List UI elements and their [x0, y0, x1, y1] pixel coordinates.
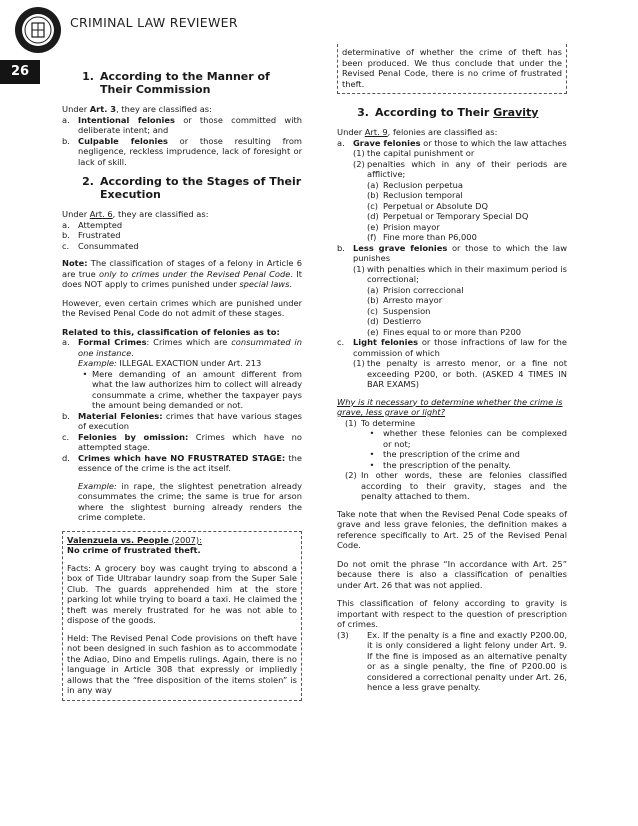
section-3-number: 3. [357, 106, 369, 119]
list-item: (d) Destierro [367, 316, 422, 326]
list-item: d. Crimes which have NO FRUSTRATED STAGE: the essence of the crime is the act itself. [62, 452, 302, 473]
however-paragraph: However, even certain crimes which are punished under the Revised Penal Code do not admit of these stages. [62, 297, 302, 318]
related-title: Related to this, classification of felonies as to: [62, 326, 280, 337]
list-item: b. Material Felonies: crimes that have various stages of execution [62, 410, 302, 431]
page-number-badge: 26 [0, 60, 40, 84]
university-seal-icon [14, 6, 62, 54]
list-item: c. Light felonies or those infractions of law for the commission of which [337, 337, 567, 358]
section-3-title: According to Their Gravity [375, 106, 539, 119]
classification-paragraph: This classification of felony according to gravity is important with respect to the question of prescription of crimes. [337, 598, 567, 629]
do-not-omit-paragraph: Do not omit the phrase “In accordance with Art. 25” because there is also a classification of penalties under Art. 26 that was not applied. [337, 558, 567, 590]
list-item: (1) the capital punishment or [353, 148, 475, 158]
list-item: (a) Reclusion perpetua [367, 179, 463, 190]
list-item: (b) Arresto mayor [367, 295, 443, 305]
bullet-icon: • [369, 449, 375, 459]
list-item: a. Attempted [62, 219, 123, 230]
list-item: (2) penalties which in any of their periods are afflictive; [353, 158, 567, 179]
section-1-intro: Under Art. 3, they are classified as: [62, 104, 212, 114]
list-item: (1) with penalties which in their maximum period is correctional; [353, 263, 567, 284]
note-paragraph: Note: The classification of stages of a felony in Article 6 are true only to crimes under the Revised Penal Code. It does NOT apply to crimes punished under special laws. [62, 258, 302, 289]
list-item: b. Frustrated [62, 230, 121, 240]
list-item: (d) Perpetual or Temporary Special DQ [367, 211, 529, 221]
section-3-intro: Under Art. 9, felonies are classified as: [337, 127, 498, 137]
case-holding-title: No crime of frustrated theft. [67, 545, 201, 555]
case-facts: Facts: A grocery boy was caught trying to abscond a box of Tide Ultrabar laundry soap from the Super Sale Club. The guards apprehended him at the store parking lot while trying to board a taxi. He claimed the theft was merely frustrated for he was not able to dispose of the goods. [67, 562, 297, 625]
list-item: (e) Prision mayor [367, 221, 440, 232]
list-item: a. Intentional felonies or those committed with deliberate intent; and [62, 114, 303, 135]
list-item: (1) the penalty is arresto menor, or a fine not exceeding P200, or both. (ASKED 4 TIMES IN BAR EXAMS) [353, 358, 567, 389]
list-item: (a) Prision correccional [367, 284, 464, 295]
section-2-title: According to the Stages of Their Execution [100, 175, 302, 201]
case-box-continued [337, 44, 567, 94]
left-column [62, 62, 302, 701]
section-1-title: According to the Manner of Their Commission [100, 70, 270, 96]
list-item: a. Formal Crimes: Crimes which are consummated in one instance. [62, 337, 302, 358]
document-header-title: CRIMINAL LAW REVIEWER [70, 15, 238, 30]
case-conclusion: determinative of whether the crime of theft has been produced. We thus conclude that under the Revised Penal Code, there is no crime of frustrated theft. [342, 47, 562, 89]
section-1-heading [62, 70, 302, 96]
bullet-icon: • [369, 428, 375, 438]
list-item: (2) In other words, these are felonies classified according to their gravity, stages and the penalty attached to them. [345, 470, 567, 501]
take-note-paragraph: Take note that when the Revised Penal Code speaks of grave and less grave felonies, the definition makes a reference specifically to Art. 25 of the Revised Penal Code. [337, 508, 567, 550]
list-item: (3) Ex. If the penalty is a fine and exactly P200.00, it is only considered a light felony under Art. 9. If the fine is imposed as an alternative penalty or as a single penalty, the fine of P200.00 is considered a correctional penalty under Art. 26, hence a less grave penalty. [337, 629, 567, 692]
list-item: a. Grave felonies or those to which the law attaches [337, 137, 567, 148]
list-item: • the prescription of the crime and [337, 449, 567, 460]
list-item: c. Consummated [62, 240, 139, 251]
case-held: Held: The Revised Penal Code provisions on theft have not been designed in such fashion as to accommodate the Adiao, Dino and Empelis rulings. Again, there is no language in Article 308 that expressly or impliedly allows that the “free disposition of the items stolen” is in any way [67, 632, 297, 695]
section-2-heading [62, 175, 302, 201]
why-question: Why is it necessary to determine whether the crime is grave, less grave or light? [337, 396, 563, 417]
example-line: Example: ILLEGAL EXACTION under Art. 213 [78, 358, 262, 368]
section-1-number: 1. [82, 70, 94, 83]
list-item: (c) Suspension [367, 305, 431, 316]
list-item: (f) Fine more than P6,000 [367, 232, 477, 242]
list-item: c. Felonies by omission: Crimes which have no attempted stage. [62, 431, 302, 452]
bullet-icon: • [369, 459, 375, 470]
section-3-heading [337, 106, 567, 119]
list-item: b. Less grave felonies or those to which the law punishes [337, 242, 567, 263]
list-item: (e) Fines equal to or more than P200 [367, 326, 522, 337]
example-paragraph: Example: in rape, the slightest penetration already consummates the crime; the same is true for arson where the slightest burning already renders the crime complete. [78, 480, 302, 522]
section-2-number: 2. [82, 175, 94, 188]
list-item: • Mere demanding of an amount different from what the law authorizes him to collect will already consummate a crime, whether the taxpayer pays the amount being demanded or not. [62, 369, 302, 411]
list-item: (c) Perpetual or Absolute DQ [367, 200, 489, 211]
list-item: • the prescription of the penalty. [337, 460, 567, 471]
bullet-icon: • [82, 368, 88, 379]
list-item: (b) Reclusion temporal [367, 190, 463, 200]
section-2-intro: Under Art. 6, they are classified as: [62, 209, 209, 219]
right-column [337, 44, 567, 693]
list-item: b. Culpable felonies or those resulting from negligence, reckless imprudence, lack of foresight or lack of skill. [62, 135, 302, 167]
case-box [62, 531, 302, 701]
case-title: Valenzuela vs. People (2007): [67, 534, 202, 545]
list-item: (1) To determine [345, 417, 416, 428]
list-item: • whether these felonies can be complexed or not; [337, 428, 567, 449]
